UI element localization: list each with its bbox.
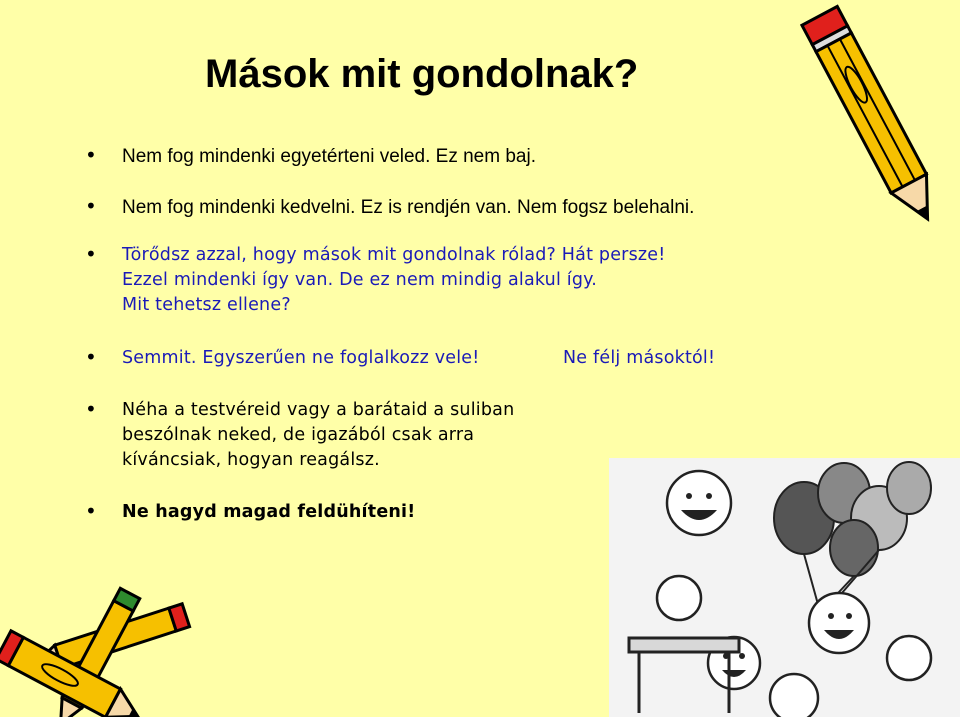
bullet-2-line-1: Nem fog mindenki kedvelni. Ez is rendjén van. Nem fogsz belehalni.	[122, 197, 695, 218]
bullet-3-line-1: Törődsz azzal, hogy mások mit gondolnak rólad? Hát persze!	[122, 245, 666, 265]
bullet-3-line-3: Mit tehetsz ellene?	[122, 295, 291, 315]
bullet-5-line-3: kíváncsiak, hogyan reagálsz.	[122, 450, 380, 470]
bullet-4-line-1: Semmit. Egyszerűen ne foglalkozz vele!	[122, 348, 480, 368]
bullet-marker: •	[85, 345, 97, 369]
bullet-5-line-2: beszólnak neked, de igazából csak arra	[122, 425, 475, 445]
bullet-marker: •	[85, 499, 97, 523]
crossed-pencils-icon	[0, 575, 200, 717]
bullet-marker: •	[85, 397, 97, 421]
bullet-5-line-1: Néha a testvéreid vagy a barátaid a suliban	[122, 400, 515, 420]
bullet-6-line-1: Ne hagyd magad feldühíteni!	[122, 502, 416, 522]
slide-title: Mások mit gondolnak?	[205, 52, 639, 96]
bullet-4-aside: Ne félj másoktól!	[563, 348, 716, 368]
cartoon-children-balloons-illustration	[609, 458, 960, 717]
bullet-marker: •	[85, 194, 97, 218]
bullet-1-line-1: Nem fog mindenki egyetérteni veled. Ez nem baj.	[122, 146, 536, 167]
bullet-marker: •	[85, 143, 97, 167]
bullet-marker: •	[85, 242, 97, 266]
bullet-3-line-2: Ezzel mindenki így van. De ez nem mindig alakul így.	[122, 270, 597, 290]
pencil-icon	[790, 0, 960, 240]
